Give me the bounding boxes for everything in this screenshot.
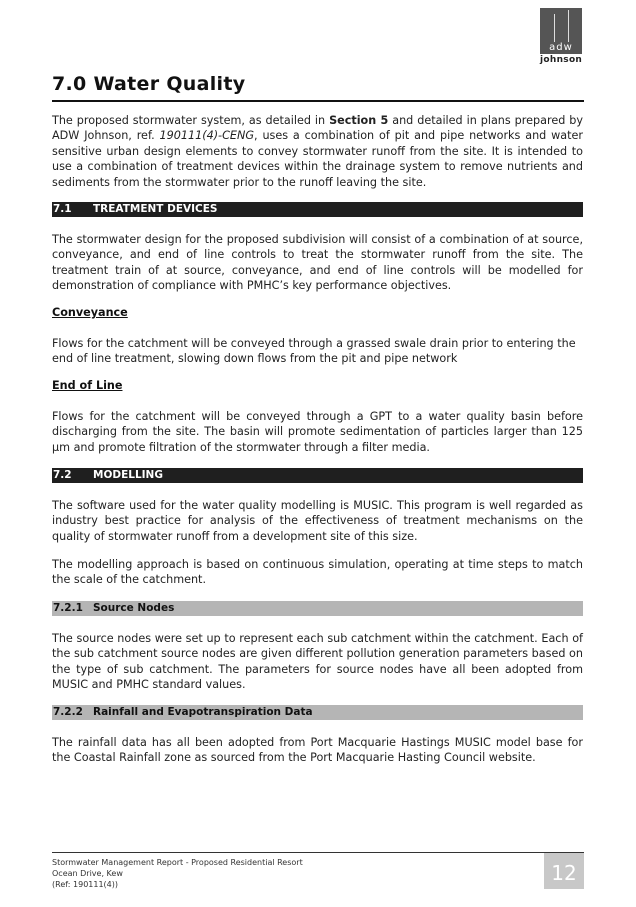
section-reference: Section 5 — [329, 114, 389, 127]
section-number: 7.2.2 — [53, 706, 83, 718]
section-title: TREATMENT DEVICES — [93, 203, 218, 215]
intro-paragraph — [52, 113, 583, 190]
intro-text-3: , uses a combination of pit and pipe networks and water sensitive urban design elements to convey stormwater runoff from the site. It is intended to use a combination of treatment devices within the drainage system to remove nutrients and sediments from the stormwater prior to the runoff leaving the site. — [52, 129, 584, 189]
section-number: 7.2 — [53, 469, 72, 481]
plan-reference: 190111(4)-CENG — [159, 129, 255, 143]
conveyance-paragraph: Flows for the catchment will be conveyed through a grassed swale drain prior to entering the end of line treatment, slowing down flows from the pit and pipe network — [52, 337, 576, 366]
footer-location: Ocean Drive, Kew — [52, 869, 123, 878]
footer-rule — [52, 852, 584, 853]
section-title: MODELLING — [93, 469, 163, 481]
intro-text-2: and detailed in plans prepared by ADW Johnson, ref. — [52, 114, 583, 143]
logo-bar-right — [568, 10, 569, 42]
page-title: 7.0 Water Quality — [52, 73, 246, 95]
footer-text — [52, 857, 303, 890]
section-heading-7-2-1 — [52, 601, 583, 616]
modelling-paragraph-2: The modelling approach is based on continuous simulation, operating at time steps to match the scale of the catchment. — [52, 558, 583, 587]
section-number: 7.2.1 — [53, 602, 83, 614]
page-number: 12 — [544, 853, 584, 889]
treatment-devices-paragraph: The stormwater design for the proposed subdivision will consist of a combination of at source, conveyance, and end of line controls to treat the stormwater runoff from the site. The treatment train of at source, conveyance, and end of line controls will be modelled for demonstration of compliance with PMHC’s key performance objectives. — [52, 233, 583, 293]
title-rule — [52, 100, 584, 102]
rainfall-paragraph: The rainfall data has all been adopted from Port Macquarie Hastings MUSIC model base for the Coastal Rainfall zone as sourced from the Port Macquarie Hasting Council website. — [52, 736, 583, 765]
section-heading-7-2 — [52, 468, 583, 483]
source-nodes-paragraph: The source nodes were set up to represent each sub catchment within the catchment. Each of the sub catchment source nodes are given different pollution generation parameters based on the type of sub catchment. The parameters for source nodes have all been adopted from MUSIC and PMHC standard values. — [52, 632, 583, 692]
company-logo — [540, 8, 586, 65]
section-number: 7.1 — [53, 203, 72, 215]
logo-name: johnson — [540, 55, 583, 65]
footer-reference: (Ref: 190111(4)) — [52, 880, 119, 889]
section-heading-7-1 — [52, 202, 583, 217]
end-of-line-paragraph: Flows for the catchment will be conveyed through a GPT to a water quality basin before discharging from the site. The basin will promote sedimentation of particles larger than 125 µm and promote filtration of the stormwater through a filter media. — [52, 410, 583, 454]
intro-text-1: The proposed stormwater system, as detailed in — [52, 114, 330, 127]
conveyance-heading: Conveyance — [52, 306, 128, 319]
logo-mark — [540, 8, 582, 54]
section-title: Source Nodes — [93, 602, 175, 614]
logo-abbr: adw — [549, 42, 573, 53]
logo-bar-left — [554, 14, 555, 42]
section-heading-7-2-2 — [52, 705, 583, 720]
modelling-paragraph-1: The software used for the water quality modelling is MUSIC. This program is well regarded as industry best practice for analysis of the effectiveness of treatment mechanisms on the quality of stormwater runoff from a development site of this size. — [52, 499, 583, 543]
end-of-line-heading: End of Line — [52, 379, 123, 392]
footer-report-title: Stormwater Management Report - Proposed Residential Resort — [52, 858, 303, 867]
section-title: Rainfall and Evapotranspiration Data — [93, 706, 313, 718]
